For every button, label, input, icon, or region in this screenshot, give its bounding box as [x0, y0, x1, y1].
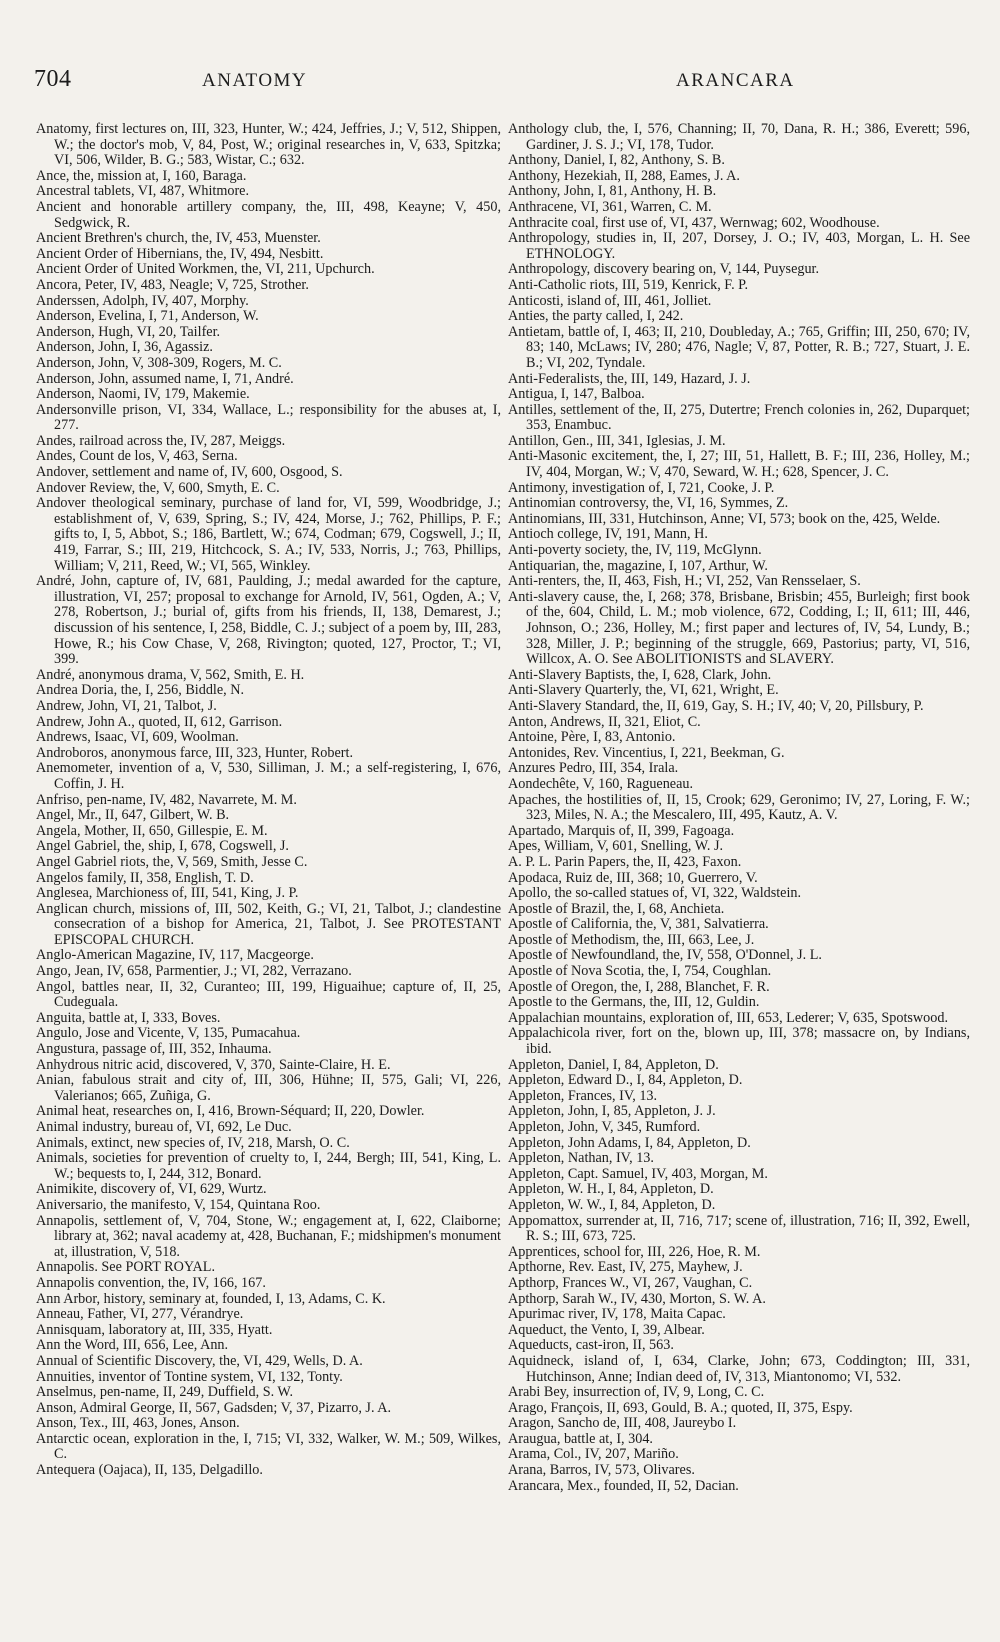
- index-entry: Arabi Bey, insurrection of, IV, 9, Long, C. C.: [508, 1384, 765, 1401]
- index-entry: Antillon, Gen., III, 341, Iglesias, J. M.: [508, 432, 726, 449]
- index-entry: Apurimac river, IV, 178, Maita Capac.: [508, 1306, 726, 1323]
- index-entry: Apostle of California, the, V, 381, Salvatierra.: [508, 916, 769, 933]
- index-entry: Anton, Andrews, II, 321, Eliot, C.: [508, 713, 701, 730]
- index-entry: Aondechête, V, 160, Ragueneau.: [508, 775, 694, 792]
- index-entry: Anthropology, studies in, II, 207, Dorsey, J. O.; IV, 403, Morgan, L. H. See ETHNOLOGY.: [508, 230, 970, 262]
- index-column-right: [508, 122, 970, 1632]
- index-entry: Angelos family, II, 358, English, T. D.: [36, 869, 254, 886]
- index-entry: Angulo, Jose and Vicente, V, 135, Pumacahua.: [36, 1025, 301, 1042]
- index-entry: Apthorne, Rev. East, IV, 275, Mayhew, J.: [508, 1259, 743, 1276]
- index-entry: Antoine, Père, I, 83, Antonio.: [508, 729, 676, 746]
- index-entry: Anti-Federalists, the, III, 149, Hazard, J. J.: [508, 370, 751, 387]
- index-entry: Anguita, battle at, I, 333, Boves.: [36, 1009, 221, 1026]
- index-entry: Anti-Slavery Baptists, the, I, 628, Clark, John.: [508, 666, 772, 683]
- index-entry: Anti-Catholic riots, III, 519, Kenrick, F. P.: [508, 276, 749, 293]
- index-entry: Antonides, Rev. Vincentius, I, 221, Beekman, G.: [508, 744, 785, 761]
- index-entry: Andrea Doria, the, I, 256, Biddle, N.: [36, 682, 245, 699]
- index-entry: Antietam, battle of, I, 463; II, 210, Doubleday, A.; 765, Griffin; III, 250, 670; IV, 83; 140, McLaws; IV, 280; 476, Nagle; V, 87, Potter, R. B.; 727, Stuart, J. E. B.; VI, 202, Tyndale.: [508, 323, 970, 371]
- index-entry: Anderssen, Adolph, IV, 407, Morphy.: [36, 292, 249, 309]
- index-entry: Andes, railroad across the, IV, 287, Meiggs.: [36, 432, 286, 449]
- index-entry: Apartado, Marquis of, II, 399, Fagoaga.: [508, 822, 735, 839]
- index-entry: Animal industry, bureau of, VI, 692, Le Duc.: [36, 1119, 292, 1135]
- index-entry: Anderson, Evelina, I, 71, Anderson, W.: [36, 308, 259, 325]
- index-entry: Appleton, W. H., I, 84, Appleton, D.: [508, 1181, 714, 1198]
- index-entry: Anglo-American Magazine, IV, 117, Macgeorge.: [36, 947, 314, 964]
- index-entry: Anglican church, missions of, III, 502, Keith, G.; VI, 21, Talbot, J.; clandestine consecration of a bishop for America, 21, Talbot, J. See PROTESTANT EPISCOPAL CHURCH.: [36, 900, 501, 948]
- index-entry: Antigua, I, 147, Balboa.: [508, 386, 645, 403]
- index-entry: Anderson, John, assumed name, I, 71, André.: [36, 370, 294, 387]
- index-entry: Anson, Admiral George, II, 567, Gadsden; V, 37, Pizarro, J. A.: [36, 1399, 392, 1416]
- index-entry: Annapolis, settlement of, V, 704, Stone, W.; engagement at, I, 622, Claiborne; library at, 362; naval academy at, 428, Buchanan, F.; midshipmen's monument at, illustration, V, 518.: [36, 1212, 501, 1260]
- index-entry: Appleton, John, V, 345, Rumford.: [508, 1119, 701, 1135]
- index-entry: Angustura, passage of, III, 352, Inhauma.: [36, 1041, 272, 1058]
- index-entry: Ann the Word, III, 656, Lee, Ann.: [36, 1337, 229, 1354]
- index-entry: Andover, settlement and name of, IV, 600, Osgood, S.: [36, 464, 343, 481]
- index-entry: Ancient Order of United Workmen, the, VI, 211, Upchurch.: [36, 261, 375, 278]
- index-entry: Appomattox, surrender at, II, 716, 717; scene of, illustration, 716; II, 392, Ewell, R. S.; III, 673, 725.: [508, 1212, 970, 1245]
- index-entry: Apthorp, Frances W., VI, 267, Vaughan, C.: [508, 1274, 753, 1291]
- index-entry: Appleton, John, I, 85, Appleton, J. J.: [508, 1103, 716, 1120]
- index-entry: Anderson, John, V, 308-309, Rogers, M. C.: [36, 354, 282, 371]
- index-entry: Apprentices, school for, III, 226, Hoe, R. M.: [508, 1243, 761, 1260]
- index-entry: Andrew, John A., quoted, II, 612, Garrison.: [36, 713, 283, 730]
- index-entry: Angel Gabriel riots, the, V, 569, Smith, Jesse C.: [36, 853, 308, 870]
- index-entry: Appleton, Daniel, I, 84, Appleton, D.: [508, 1056, 719, 1073]
- index-entry: Appalachian mountains, exploration of, III, 653, Lederer; V, 635, Spotswood.: [508, 1009, 948, 1026]
- index-entry: Animikite, discovery of, VI, 629, Wurtz.: [36, 1181, 267, 1198]
- index-entry: Araugua, battle at, I, 304.: [508, 1430, 653, 1447]
- index-entry: Andrews, Isaac, VI, 609, Woolman.: [36, 729, 239, 746]
- index-entry: Angela, Mother, II, 650, Gillespie, E. M.: [36, 822, 268, 839]
- index-entry: Annuities, inventor of Tontine system, VI, 132, Tonty.: [36, 1368, 343, 1385]
- index-entry: Antinomians, III, 331, Hutchinson, Anne; VI, 573; book on the, 425, Welde.: [508, 510, 941, 527]
- index-entry: Angel Gabriel, the, ship, I, 678, Cogswell, J.: [36, 838, 289, 855]
- index-entry: Ancient Order of Hibernians, the, IV, 494, Nesbitt.: [36, 245, 324, 262]
- index-entry: Anthony, John, I, 81, Anthony, H. B.: [508, 183, 717, 200]
- index-entry: Annapolis. See PORT ROYAL.: [36, 1259, 215, 1276]
- index-entry: Animals, extinct, new species of, IV, 218, Marsh, O. C.: [36, 1134, 350, 1151]
- index-entry: Anhydrous nitric acid, discovered, V, 370, Sainte-Claire, H. E.: [36, 1056, 391, 1073]
- index-entry: Appleton, John Adams, I, 84, Appleton, D.: [508, 1134, 751, 1151]
- index-entry: Ango, Jean, IV, 658, Parmentier, J.; VI, 282, Verrazano.: [36, 963, 352, 980]
- index-entry: Anzures Pedro, III, 354, Irala.: [508, 760, 679, 777]
- index-entry: Antarctic ocean, exploration in the, I, 715; VI, 332, Walker, W. M.; 509, Wilkes, C.: [36, 1430, 501, 1463]
- index-entry: Antiquarian, the, magazine, I, 107, Arthur, W.: [508, 557, 768, 574]
- index-entry: Appleton, W. W., I, 84, Appleton, D.: [508, 1196, 716, 1213]
- index-entry: Antimony, investigation of, I, 721, Cooke, J. P.: [508, 479, 775, 496]
- index-entry: Apthorp, Sarah W., IV, 430, Morton, S. W. A.: [508, 1290, 766, 1307]
- index-entry: Anti-Slavery Standard, the, II, 619, Gay, S. H.; IV, 40; V, 20, Pillsbury, P.: [508, 697, 924, 714]
- index-entry: A. P. L. Parin Papers, the, II, 423, Faxon.: [508, 853, 742, 870]
- index-entry: Apollo, the so-called statues of, VI, 322, Waldstein.: [508, 885, 802, 902]
- index-entry: Apodaca, Ruiz de, III, 368; 10, Guerrero, V.: [508, 869, 758, 886]
- index-entry: André, John, capture of, IV, 681, Paulding, J.; medal awarded for the capture, illustration, VI, 257; proposal to exchange for Arnold, IV, 561, Ogden, A.; V, 278, Robertson, J.; burial of, gifts from his friends, II, 138, Demarest, J.; discussion of his sentence, I, 258, Biddle, C. J.; subject of a poem by, III, 283, Howe, R.; his Cow Chase, V, 268, Rivington; quoted, 127, Proctor, T.; VI, 399.: [36, 573, 501, 668]
- index-entry: Apostle to the Germans, the, III, 12, Guldin.: [508, 994, 760, 1011]
- index-entry: Andover Review, the, V, 600, Smyth, E. C.: [36, 479, 280, 496]
- index-entry: Anderson, Hugh, VI, 20, Tailfer.: [36, 323, 221, 340]
- index-entry: Angol, battles near, II, 32, Curanteo; III, 199, Higuaihue; capture of, II, 25, Cudeguala.: [36, 978, 501, 1011]
- index-entry: Arana, Barros, IV, 573, Olivares.: [508, 1462, 695, 1479]
- index-entry: Anglesea, Marchioness of, III, 541, King, J. P.: [36, 885, 299, 902]
- index-entry: Anselmus, pen-name, II, 249, Duffield, S. W.: [36, 1384, 294, 1401]
- index-entry: Anti-poverty society, the, IV, 119, McGlynn.: [508, 542, 762, 559]
- index-entry: Anti-renters, the, II, 463, Fish, H.; VI, 252, Van Rensselaer, S.: [508, 573, 861, 590]
- index-entry: Anti-Masonic excitement, the, I, 27; III, 51, Hallett, B. F.; III, 236, Holley, M.; IV, 404, Morgan, W.; V, 470, Seward, W. H.; 628, Spencer, J. C.: [508, 448, 970, 481]
- index-entry: Arama, Col., IV, 207, Mariño.: [508, 1446, 679, 1463]
- index-entry: Anticosti, island of, III, 461, Jolliet.: [508, 292, 712, 309]
- index-entry: Apostle of Methodism, the, III, 663, Lee, J.: [508, 931, 755, 948]
- index-entry: Andersonville prison, VI, 334, Wallace, L.; responsibility for the abuses at, I, 277.: [36, 401, 501, 434]
- index-entry: Anthony, Hezekiah, II, 288, Eames, J. A.: [508, 167, 740, 184]
- index-entry: Apostle of Newfoundland, the, IV, 558, O'Donnel, J. L.: [508, 947, 822, 964]
- index-entry: Anemometer, invention of a, V, 530, Silliman, J. M.; a self-registering, I, 676, Coffin, J. H.: [36, 760, 501, 792]
- running-head-left: ANATOMY: [202, 70, 308, 91]
- index-entry: Antioch college, IV, 191, Mann, H.: [508, 526, 708, 543]
- index-entry: Anties, the party called, I, 242.: [508, 308, 684, 325]
- index-entry: Antinomian controversy, the, VI, 16, Symmes, Z.: [508, 495, 789, 512]
- index-entry: Arancara, Mex., founded, II, 52, Dacian.: [508, 1477, 739, 1494]
- index-entry: Animal heat, researches on, I, 416, Brown-Séquard; II, 220, Dowler.: [36, 1103, 425, 1120]
- index-entry: Antilles, settlement of the, II, 275, Dutertre; French colonies in, 262, Duparquet; 353, Enambuc.: [508, 401, 970, 434]
- index-entry: Antequera (Oajaca), II, 135, Delgadillo.: [36, 1462, 263, 1479]
- index-entry: Anian, fabulous strait and city of, III, 306, Hühne; II, 575, Gali; VI, 226, Valerianos; 665, Zuñiga, G.: [36, 1072, 501, 1104]
- index-entry: Anderson, John, I, 36, Agassiz.: [36, 339, 213, 356]
- index-entry: Animals, societies for prevention of cruelty to, I, 244, Bergh; III, 541, King, L. W.; bequests to, I, 244, 312, Bonard.: [36, 1150, 501, 1182]
- index-entry: Aqueduct, the Vento, I, 39, Albear.: [508, 1321, 705, 1338]
- index-entry: Andrew, John, VI, 21, Talbot, J.: [36, 697, 217, 714]
- index-column-left: [36, 122, 501, 1632]
- index-entry: Anthropology, discovery bearing on, V, 144, Puysegur.: [508, 261, 820, 278]
- index-entry: Ancient and honorable artillery company, the, III, 498, Keayne; V, 450, Sedgwick, R.: [36, 198, 501, 231]
- index-entry: Anson, Tex., III, 463, Jones, Anson.: [36, 1415, 240, 1432]
- index-entry: Annisquam, laboratory at, III, 335, Hyatt.: [36, 1321, 273, 1338]
- index-entry: Anderson, Naomi, IV, 179, Makemie.: [36, 386, 250, 403]
- index-entry: Ancestral tablets, VI, 487, Whitmore.: [36, 183, 250, 200]
- index-entry: Appleton, Nathan, IV, 13.: [508, 1150, 654, 1167]
- index-entry: Andes, Count de los, V, 463, Serna.: [36, 448, 238, 465]
- index-entry: Aragon, Sancho de, III, 408, Jaureybo I.: [508, 1415, 737, 1432]
- index-entry: Appalachicola river, fort on the, blown up, III, 378; massacre on, by Indians, ibid.: [508, 1025, 970, 1058]
- index-entry: Aqueducts, cast-iron, II, 563.: [508, 1337, 674, 1354]
- index-entry: Annapolis convention, the, IV, 166, 167.: [36, 1274, 266, 1291]
- index-entry: Anatomy, first lectures on, III, 323, Hunter, W.; 424, Jeffries, J.; V, 512, Shippen, W.; the doctor's mob, V, 84, Post, W.; original researches in, V, 633, Spitzka; VI, 506, Wilder, B. G.; 583, Wistar, C.; 632.: [36, 122, 501, 169]
- index-entry: Androboros, anonymous farce, III, 323, Hunter, Robert.: [36, 744, 353, 761]
- index-entry: Anthony, Daniel, I, 82, Anthony, S. B.: [508, 152, 725, 169]
- index-entry: Anneau, Father, VI, 277, Vérandrye.: [36, 1306, 244, 1323]
- page-number: 704: [34, 66, 72, 92]
- index-entry: Aquidneck, island of, I, 634, Clarke, John; 673, Coddington; III, 331, Hutchinson, Anne; Indian deed of, IV, 313, Miantonomo; VI, 532.: [508, 1352, 970, 1385]
- index-entry: Anthracite coal, first use of, VI, 437, Wernwag; 602, Woodhouse.: [508, 214, 880, 231]
- index-entry: Arago, François, II, 693, Gould, B. A.; quoted, II, 375, Espy.: [508, 1399, 853, 1416]
- index-entry: Andover theological seminary, purchase of land for, VI, 599, Woodbridge, J.; establishment of, V, 639, Spring, S.; IV, 424, Morse, J.; 762, Phillips, P. F.; gifts to, I, 5, Abbot, S.; 186, Bartlett, W.; 674, Codman; 679, Cogswell, J.; II, 419, Farrar, S.; III, 219, Hitchcock, S. A.; IV, 533, Norris, J.; 763, Phillips, William; V, 211, Reed, W.; VI, 565, Winkley.: [36, 495, 501, 574]
- running-head-right: ARANCARA: [676, 70, 795, 91]
- index-entry: Apostle of Brazil, the, I, 68, Anchieta.: [508, 900, 725, 917]
- index-entry: Appleton, Frances, IV, 13.: [508, 1087, 658, 1104]
- index-entry: Apaches, the hostilities of, II, 15, Crook; 629, Geronimo; IV, 27, Loring, F. W.; 323, Miles, N. A.; the Mescalero, III, 495, Kautz, A. V.: [508, 791, 970, 824]
- index-entry: Ann Arbor, history, seminary at, founded, I, 13, Adams, C. K.: [36, 1290, 386, 1307]
- index-entry: Aniversario, the manifesto, V, 154, Quintana Roo.: [36, 1196, 321, 1213]
- index-entry: Anthracene, VI, 361, Warren, C. M.: [508, 198, 712, 215]
- index-entry: Anfriso, pen-name, IV, 482, Navarrete, M. M.: [36, 791, 297, 808]
- index-entry: Annual of Scientific Discovery, the, VI, 429, Wells, D. A.: [36, 1352, 363, 1369]
- index-entry: Apostle of Oregon, the, I, 288, Blanchet, F. R.: [508, 978, 770, 995]
- index-entry: Anthology club, the, I, 576, Channing; II, 70, Dana, R. H.; 386, Everett; 596, Gardiner, J. S. J.; VI, 178, Tudor.: [508, 122, 970, 153]
- index-entry: Ancient Brethren's church, the, IV, 453, Muenster.: [36, 230, 321, 247]
- index-entry: Appleton, Edward D., I, 84, Appleton, D.: [508, 1072, 743, 1089]
- index-entry: Ancora, Peter, IV, 483, Neagle; V, 725, Strother.: [36, 276, 309, 293]
- index-entry: Ance, the, mission at, I, 160, Baraga.: [36, 167, 247, 184]
- index-entry: Apes, William, V, 601, Snelling, W. J.: [508, 838, 724, 855]
- index-entry: André, anonymous drama, V, 562, Smith, E. H.: [36, 666, 305, 683]
- index-entry: Anti-Slavery Quarterly, the, VI, 621, Wright, E.: [508, 682, 779, 699]
- index-entry: Angel, Mr., II, 647, Gilbert, W. B.: [36, 807, 230, 824]
- index-entry: Apostle of Nova Scotia, the, I, 754, Coughlan.: [508, 963, 772, 980]
- index-entry: Anti-slavery cause, the, I, 268; 378, Brisbane, Brisbin; 455, Burleigh; first book of the, 604, Child, L. M.; mob violence, 672, Codding, I.; II, 611; III, 446, Johnson, O.; 236, Holley, M.; first paper and lectures of, IV, 54, Lundy, B.; 328, Miller, J. P.; beginning of the struggle, 669, Pastorius; party, VI, 516, Willcox, A. O. See ABOLITIONISTS and SLAVERY.: [508, 588, 970, 668]
- index-entry: Appleton, Capt. Samuel, IV, 403, Morgan, M.: [508, 1165, 768, 1182]
